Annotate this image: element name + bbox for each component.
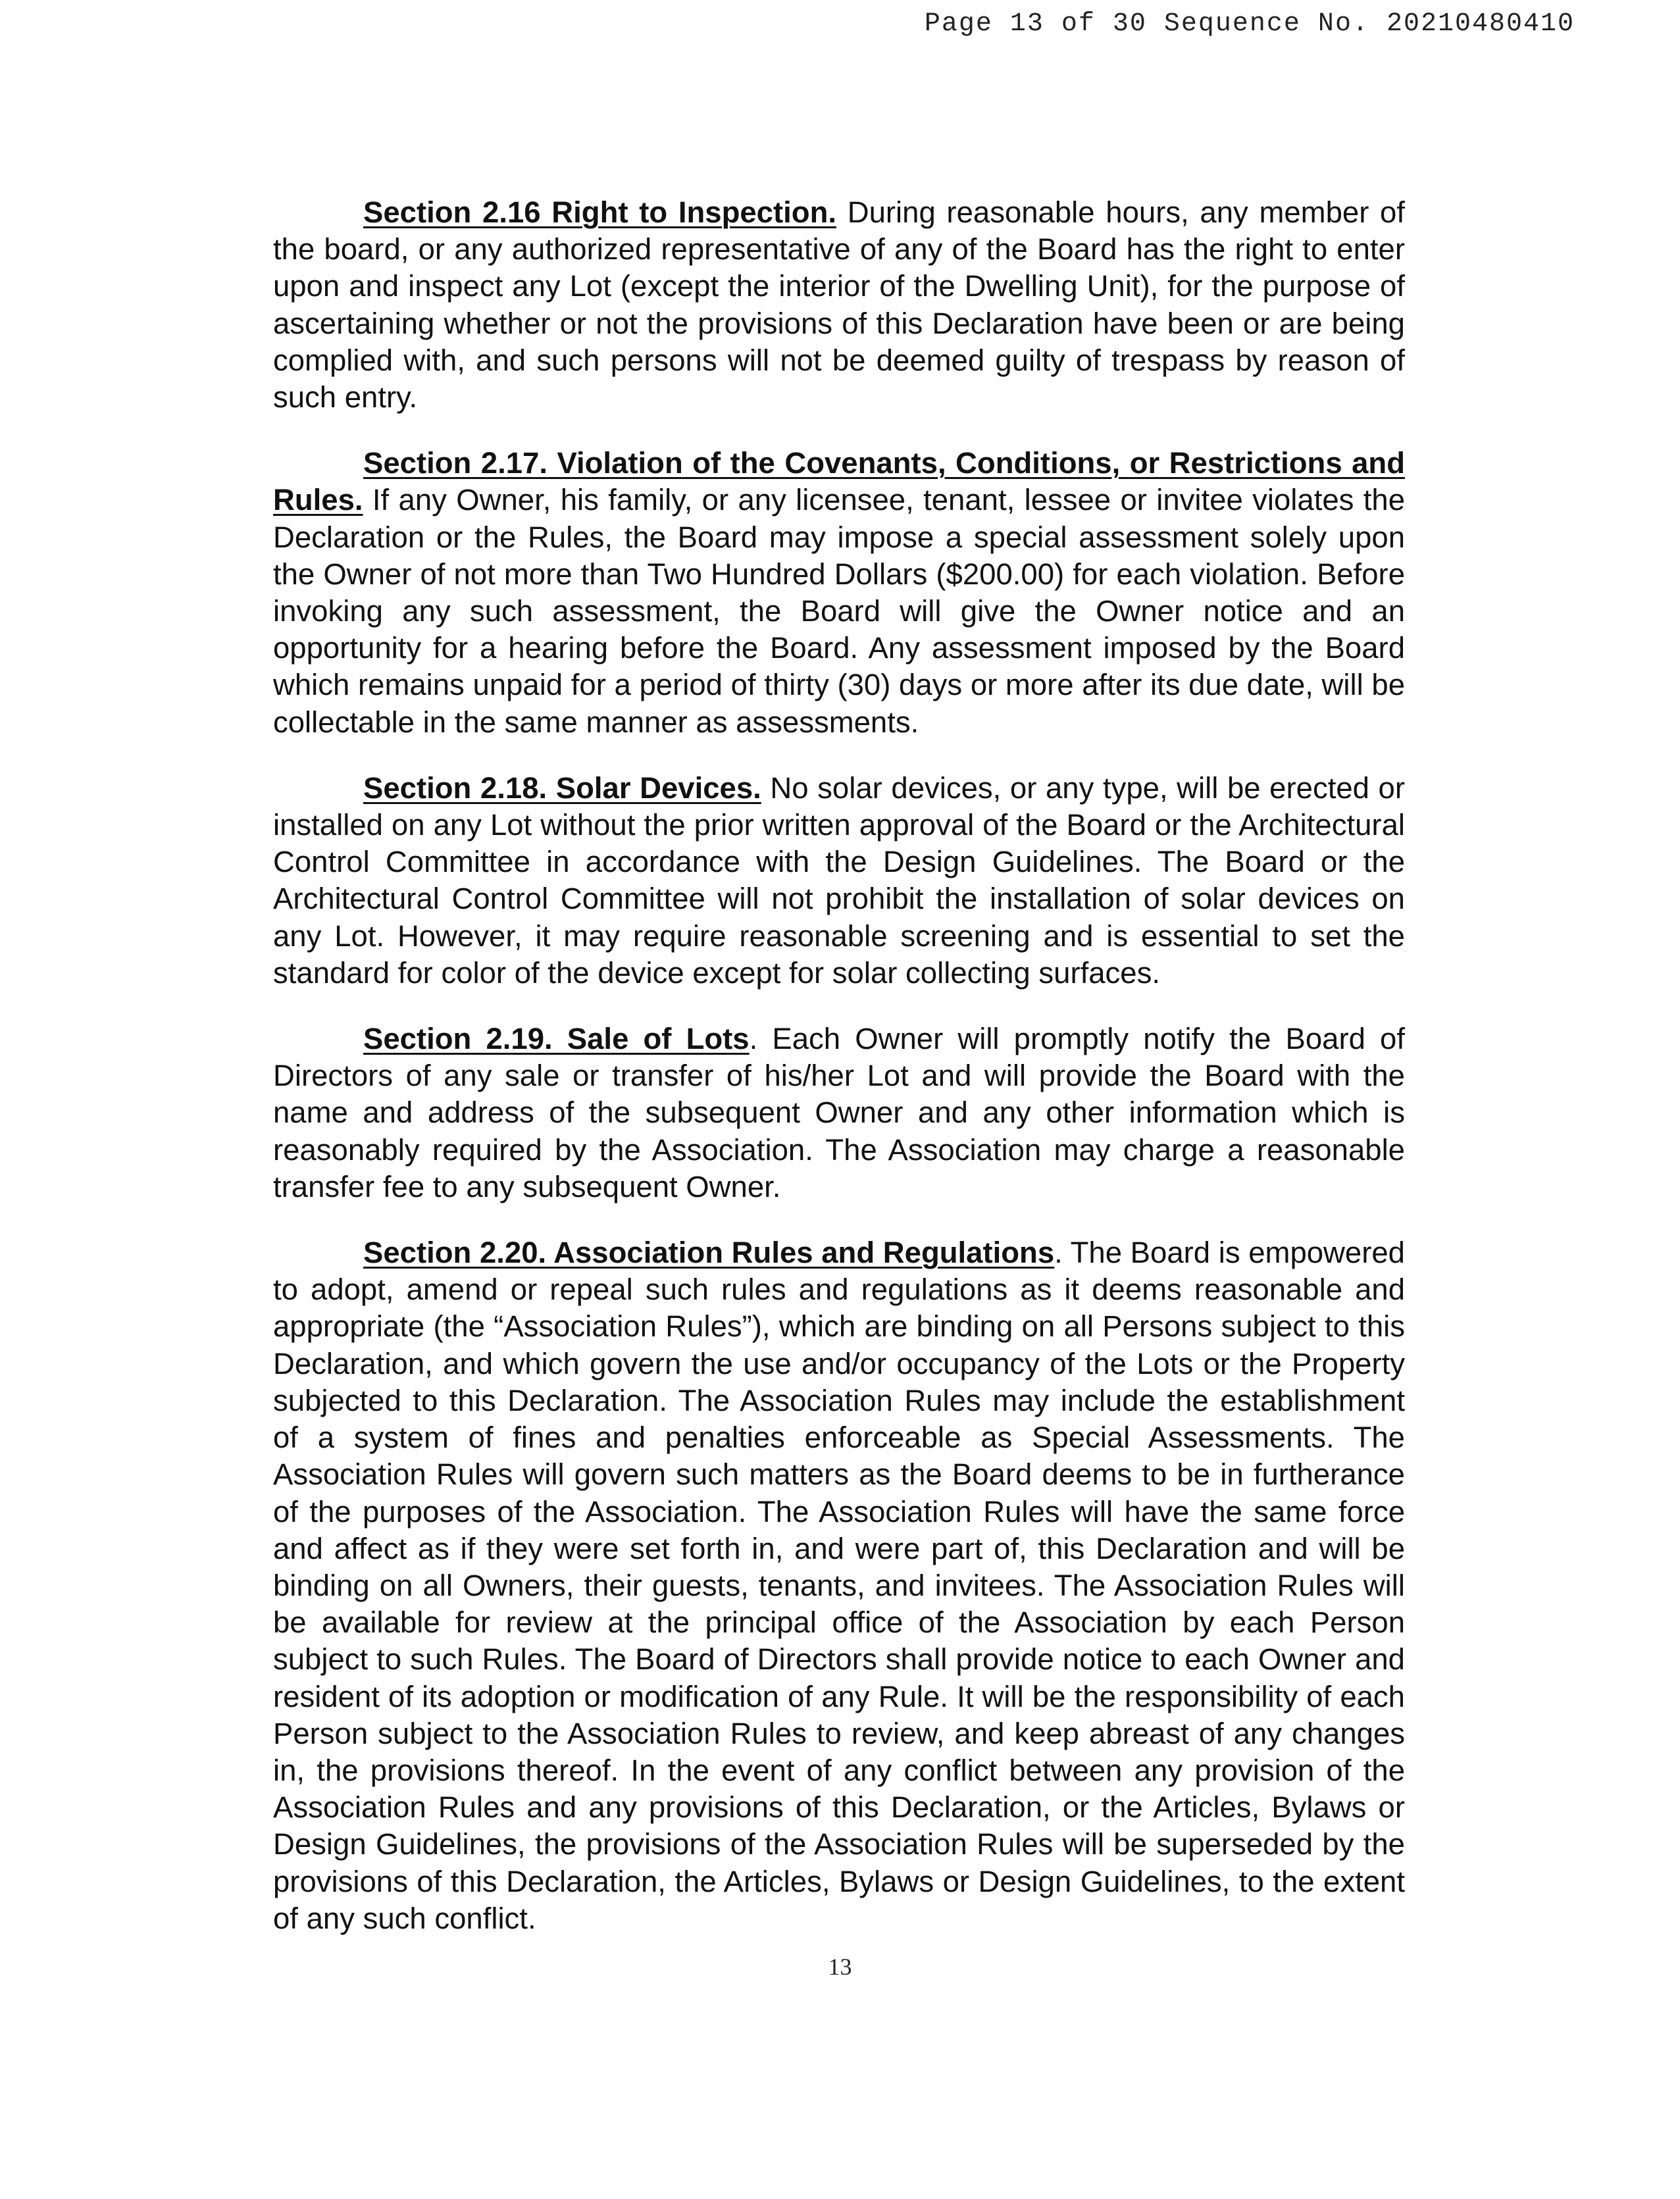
section-2-20 — [273, 1234, 1405, 1937]
section-body: No solar devices, or any type, will be erected or installed on any Lot without the prior written approval of the Board or the Architectural Control Committee in accordance with the Design Guidelines. The Board or the Architectural Control Committee will not prohibit the installation of solar devices on any Lot. However, it may require reasonable screening and is essential to set the standard for color of the device except for solar collecting surfaces. — [273, 771, 1406, 990]
section-heading: Section 2.17. Violation of the Covenants, Conditions, or Restrictions and Rules. — [273, 446, 1405, 517]
section-2-18 — [273, 770, 1405, 992]
section-body: If any Owner, his family, or any licensee, tenant, lessee or invitee violates the Declaration or the Rules, the Board may impose a special assessment solely upon the Owner of not more than Two Hundred Dollars ($200.00) for each violation. Before invoking any such assessment, the Board will give the Owner notice and an opportunity for a hearing before the Board. Any assessment imposed by the Board which remains unpaid for a period of thirty (30) days or more after its due date, will be collectable in the same manner as assessments. — [273, 483, 1405, 739]
section-heading: Section 2.19. Sale of Lots — [363, 1022, 750, 1056]
section-2-16 — [273, 194, 1405, 416]
section-2-17 — [273, 445, 1405, 741]
section-heading: Section 2.18. Solar Devices. — [363, 771, 761, 805]
section-2-19 — [273, 1021, 1405, 1205]
section-heading: Section 2.16 Right to Inspection. — [363, 195, 837, 229]
section-heading: Section 2.20. Association Rules and Regulations — [363, 1236, 1055, 1270]
page-sequence-header: Page 13 of 30 Sequence No. 20210480410 — [924, 9, 1575, 39]
page-number: 13 — [828, 1954, 852, 1980]
section-body: . The Board is empowered to adopt, amend or repeal such rules and regulations as it deems reasonable and appropriate (the “Association Rules”), which are binding on all Persons subject to this Declaration, and which govern the use and/or occupancy of the Lots or the Property subjected to this Declaration. The Association Rules may include the establishment of a system of fines and penalties enforceable as Special Assessments. The Association Rules will govern such matters as the Board deems to be in furtherance of the purposes of the Association. The Association Rules will have the same force and affect as if they were set forth in, and were part of, this Declaration and will be binding on all Owners, their guests, tenants, and invitees. The Association Rules will be available for review at the principal office of the Association by each Person subject to such Rules. The Board of Directors shall provide notice to each Owner and resident of its adoption or modification of any Rule. It will be the responsibility of each Person subject to the Association Rules to review, and keep abreast of any changes in, the provisions thereof. In the event of any conflict between any provision of the Association Rules and any provisions of this Declaration, or the Articles, Bylaws or Design Guidelines, the provisions of the Association Rules will be superseded by the provisions of this Declaration, the Articles, Bylaws or Design Guidelines, to the extent of any such conflict. — [273, 1236, 1405, 1935]
document-body — [273, 194, 1405, 1966]
section-body: During reasonable hours, any member of the board, or any authorized representative of any of the Board has the right to enter upon and inspect any Lot (except the interior of the Dwelling Unit), for the purpose of ascertaining whether or not the provisions of this Declaration have been or are being complied with, and such persons will not be deemed guilty of trespass by reason of such entry. — [273, 195, 1405, 415]
section-body: . Each Owner will promptly notify the Board of Directors of any sale or transfer of his/her Lot and will provide the Board with the name and address of the subsequent Owner and any other information which is reasonably required by the Association. The Association may charge a reasonable transfer fee to any subsequent Owner. — [273, 1022, 1405, 1203]
